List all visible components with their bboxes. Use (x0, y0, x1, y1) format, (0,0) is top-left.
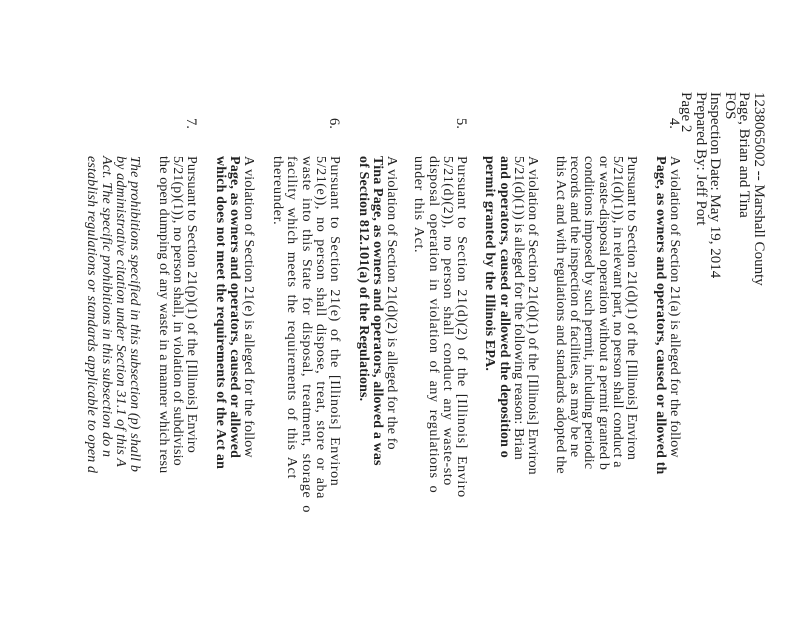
item-number-7: 7. (183, 118, 199, 129)
text-line: Act. The specific prohibitions in this subsection do n (98, 156, 114, 458)
text-line: thereunder. (270, 156, 286, 226)
report-type: FOS (721, 92, 738, 120)
text-line: Pursuant to Section 21(p)(1) of the [Illinois] Enviro (184, 156, 199, 453)
text-line: waste into this State for disposal, treatment, storage o (298, 156, 314, 513)
text-line: which does not meet the requirements of the Act an (212, 156, 228, 470)
text-line: Page, as owners and operators, caused or allowed (226, 156, 242, 459)
case-number: 1238065002 -- Marshall County (751, 92, 767, 286)
text-line: A violation of Section 21(a) is alleged for the follow (667, 156, 682, 458)
text-line: establish regulations or standards applicable to open d (84, 156, 100, 474)
text-line: 5/21(d)(2)), no person shall conduct any waste-sto (439, 156, 455, 486)
item-number-6: 6. (326, 118, 342, 129)
text-line: or waste-disposal operation without a permit granted b (595, 156, 611, 471)
item-4-violation (482, 156, 539, 475)
text-line: A violation of Section 21(d)(1) of the [Illinois] Environ (525, 156, 540, 475)
text-line: permit granted by the Illinois EPA. (482, 156, 498, 371)
item-6-violation (212, 156, 255, 469)
item-7-prohibitions (84, 156, 141, 473)
text-line: 5/21(d)(1)) is alleged for the following reason: Brian (510, 156, 526, 460)
text-line: and operators, caused or allowed the deposition o (496, 156, 512, 458)
text-line: this Act and with regulations and standards adopted the (552, 156, 568, 474)
item-5-statute (411, 156, 468, 498)
page-number: Page 2 (678, 92, 695, 133)
text-line: Pursuant to Section 21(d)(1) of the [Illinois] Environ (624, 156, 639, 460)
text-line: by administrative citation under Section 31.1 of this A (112, 156, 128, 467)
text-line: A violation of Section 21(e) is alleged for the follow (241, 156, 256, 458)
text-line: 5/21(d)(1)), in relevant part, no person shall conduct a (609, 156, 625, 468)
text-line: conditions imposed by such permit, including periodic (581, 156, 597, 470)
text-line: under this Act. (411, 156, 427, 254)
text-line: records and the inspection of facilities, as may be ne (567, 156, 583, 458)
page-header (678, 92, 766, 286)
text-line: Pursuant to Section 21(d)(2) of the [Illinois] Enviro (454, 156, 469, 498)
item-7-statute (155, 156, 198, 473)
text-line: Page, as owners and operators, caused or allowed th (652, 156, 668, 475)
item-number-4: 4. (666, 118, 682, 129)
text-line: Pursuant to Section 21(e) of the [Illinois] Environ (327, 156, 342, 487)
text-line: disposal operation in violation of any regulations o (425, 156, 441, 494)
item-5-violation (355, 156, 398, 466)
item-number-5: 5. (453, 118, 469, 129)
item-4-allegation (653, 156, 681, 475)
text-line: The prohibitions specified in this subsection (p) shall b (127, 156, 142, 473)
inspection-date: Inspection Date: May 19, 2014 (707, 92, 724, 279)
text-line: Tina Page, as owners and operators, allowed a was (369, 156, 385, 466)
item-6-statute (270, 156, 341, 513)
respondent-names: Page, Brian and Tina (736, 92, 753, 218)
text-line: 5/21(p)(1)), no person shall, in violation of subdivisio (169, 156, 185, 466)
text-line: the open dumping of any waste in a manner which resu (155, 156, 171, 474)
text-line: facility which meets the requirements of this Act (284, 156, 300, 479)
text-line: 5/21(e)), no person shall dispose, treat, store or aba (312, 156, 328, 499)
text-line: A violation of Section 21(d)(2) is alleged for the fo (384, 156, 399, 450)
text-line: of Section 812.101(a) of the Regulations. (355, 156, 371, 402)
prepared-by: Prepared By: Jeff Port (692, 92, 709, 226)
item-4-statute (553, 156, 638, 474)
